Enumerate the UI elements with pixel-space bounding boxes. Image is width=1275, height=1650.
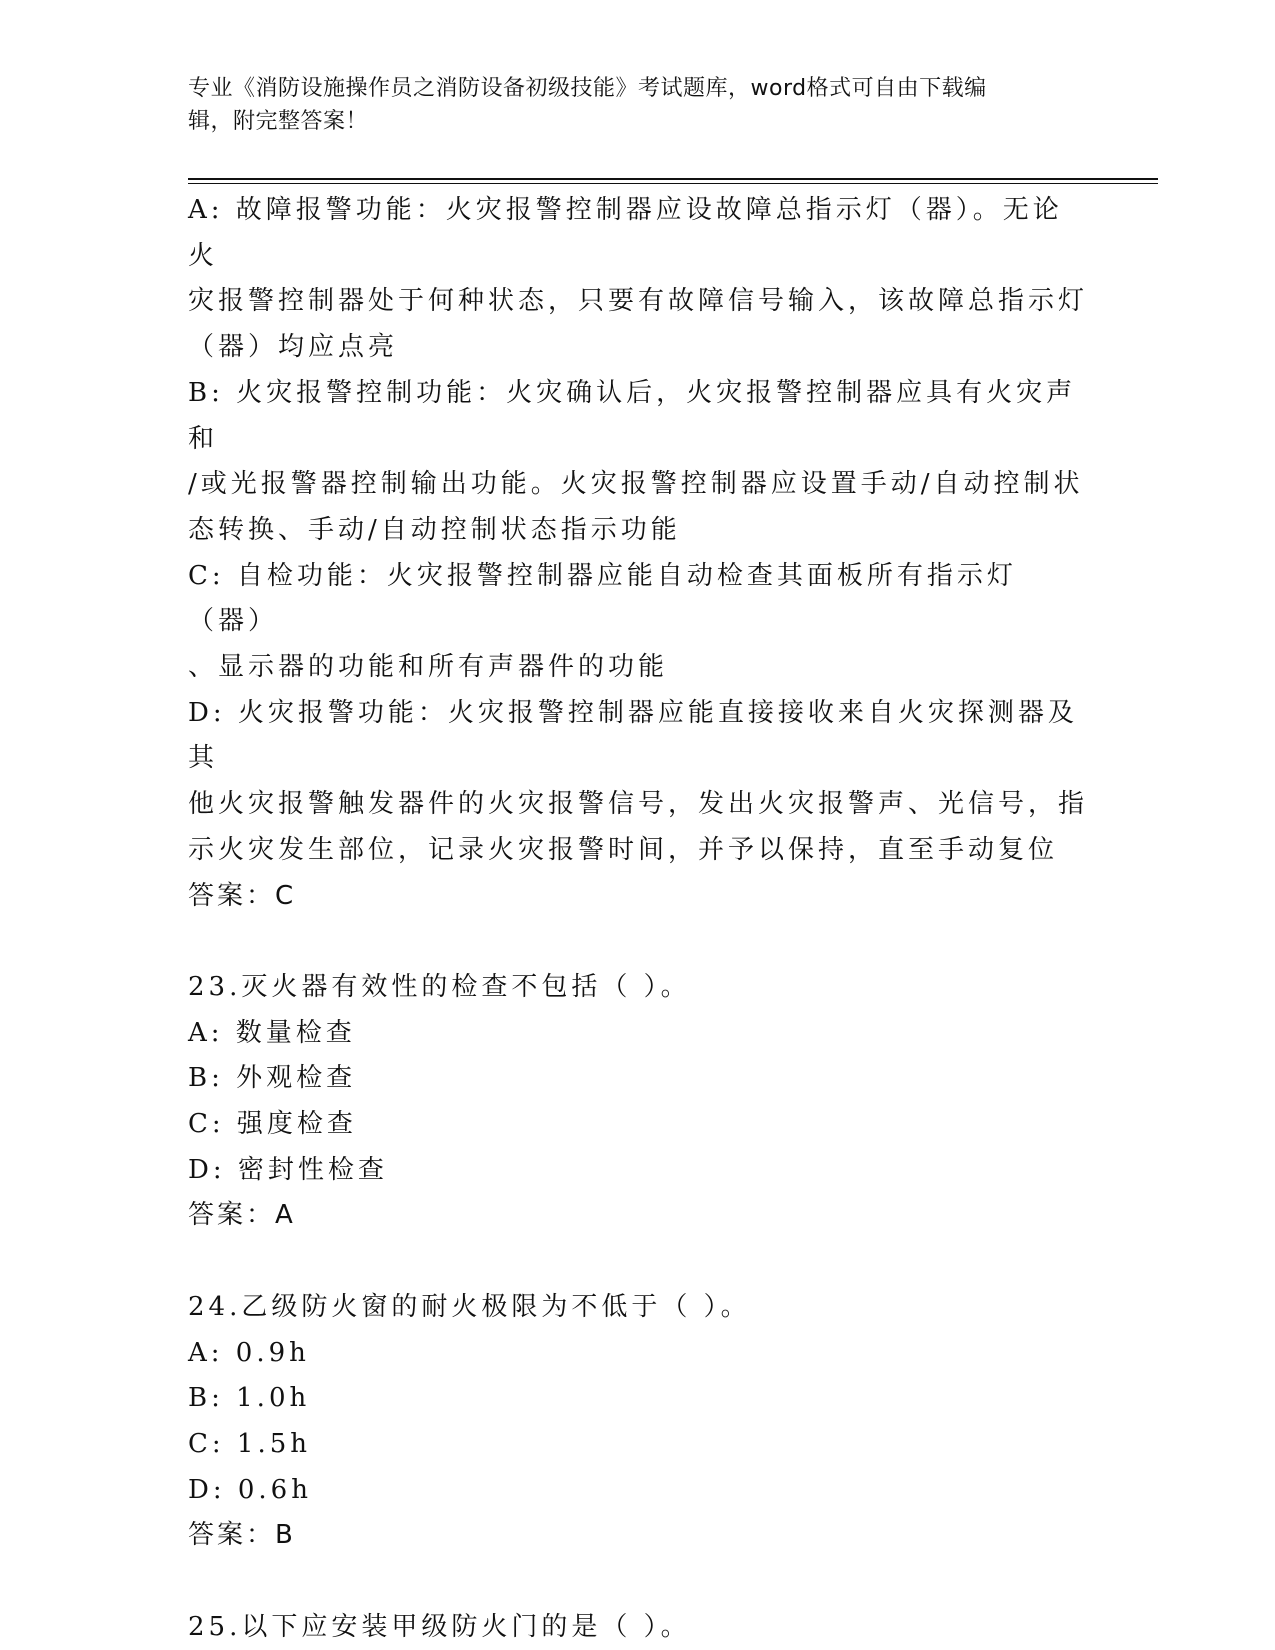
question-22-option-a xyxy=(188,188,1088,371)
question-24-option-a: A: 0.9h xyxy=(188,1337,310,1368)
question-23-option-a: A: 数量检查 xyxy=(188,1017,356,1048)
question-24-stem: 24.乙级防火窗的耐火极限为不低于（ ）。 xyxy=(188,1291,751,1322)
spacer xyxy=(188,919,1088,965)
option-line: /或光报警器控制输出功能。火灾报警控制器应设置手动/自动控制状 xyxy=(188,469,1084,500)
question-22-option-b xyxy=(188,371,1088,554)
question-23-stem: 23.灭火器有效性的检查不包括（ ）。 xyxy=(188,971,691,1002)
question-24-option-d: D: 0.6h xyxy=(188,1474,312,1505)
question-23-option-b: B: 外观检查 xyxy=(188,1063,357,1094)
option-line: 、显示器的功能和所有声器件的功能 xyxy=(188,652,669,683)
question-25-stem: 25.以下应安装甲级防火门的是（ ）。 xyxy=(188,1611,691,1642)
option-line: D: 火灾报警功能：火灾报警控制器应能直接接收来自火灾探测器及其 xyxy=(188,697,1078,774)
question-22-option-d xyxy=(188,691,1088,874)
question-content xyxy=(188,188,1088,1650)
header-line-2: 辑，附完整答案！ xyxy=(188,109,369,134)
header-divider-thin xyxy=(188,183,1158,184)
question-23-option-d: D: 密封性检查 xyxy=(188,1154,388,1185)
option-line: C: 自检功能：火灾报警控制器应能自动检查其面板所有指示灯（器） xyxy=(188,560,1017,637)
question-23-option-c: C: 强度检查 xyxy=(188,1109,357,1140)
header-divider-thick xyxy=(188,178,1158,180)
option-line: B: 火灾报警控制功能：火灾确认后，火灾报警控制器应具有火灾声和 xyxy=(188,377,1077,454)
question-24-option-c: C: 1.5h xyxy=(188,1428,312,1459)
question-22-option-c xyxy=(188,554,1088,691)
option-line: A: 故障报警功能：火灾报警控制器应设故障总指示灯（器）。无论火 xyxy=(188,195,1063,271)
document-header xyxy=(188,72,1088,138)
spacer xyxy=(188,1239,1088,1285)
question-24-answer: 答案：B xyxy=(188,1520,296,1551)
option-line: 示火灾发生部位，记录火灾报警时间，并予以保持，直至手动复位 xyxy=(188,834,1059,865)
option-line: 灾报警控制器处于何种状态，只要有故障信号输入，该故障总指示灯 xyxy=(188,286,1089,317)
option-line: 他火灾报警触发器件的火灾报警信号，发出火灾报警声、光信号，指 xyxy=(188,789,1089,820)
question-22-answer: 答案：C xyxy=(188,880,297,911)
question-23-answer: 答案：A xyxy=(188,1200,296,1231)
header-line-1: 专业《消防设施操作员之消防设备初级技能》考试题库，word格式可自由下载编 xyxy=(188,76,987,101)
option-line: （器）均应点亮 xyxy=(188,332,399,363)
option-line: 态转换、手动/自动控制状态指示功能 xyxy=(188,514,681,545)
spacer xyxy=(188,1559,1088,1605)
question-24-option-b: B: 1.0h xyxy=(188,1383,311,1414)
